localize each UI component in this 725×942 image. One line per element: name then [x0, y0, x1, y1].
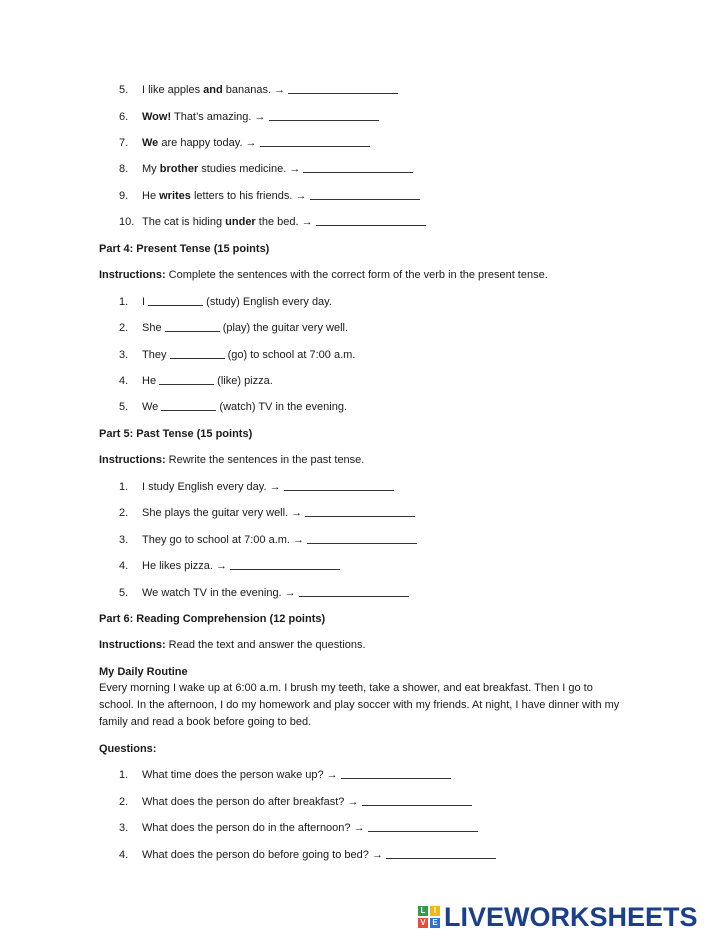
list-item: 3. What does the person do in the afternoon? → [119, 821, 478, 835]
list-item: 8. My brother studies medicine. → [119, 162, 413, 176]
answer-blank[interactable] [386, 848, 496, 859]
liveworksheets-logo [418, 903, 698, 931]
answer-blank[interactable] [159, 374, 214, 385]
list-item: 4. He (like) pizza. [119, 375, 273, 387]
list-item: 2. What does the person do after breakfast? → [119, 795, 472, 809]
list-item: 5. We watch TV in the evening. → [119, 586, 409, 600]
answer-blank[interactable] [310, 189, 420, 200]
list-item: 6. Wow! That’s amazing. → [119, 110, 379, 124]
answer-blank[interactable] [170, 348, 225, 359]
answer-blank[interactable] [341, 768, 451, 779]
instructions: Instructions: Rewrite the sentences in the past tense. [99, 454, 365, 466]
list-item: 10. The cat is hiding under the bed. → [119, 215, 426, 229]
answer-blank[interactable] [284, 480, 394, 491]
logo-tile: E [430, 918, 440, 928]
logo-icon [418, 906, 440, 928]
answer-blank[interactable] [368, 821, 478, 832]
list-item: 3. They go to school at 7:00 a.m. → [119, 533, 417, 547]
list-item: 1. I (study) English every day. [119, 296, 332, 308]
answer-blank[interactable] [269, 110, 379, 121]
list-item: 9. He writes letters to his friends. → [119, 189, 420, 203]
story-title: My Daily Routine [99, 666, 188, 678]
list-item: 2. She plays the guitar very well. → [119, 506, 415, 520]
instructions: Instructions: Read the text and answer the questions. [99, 639, 366, 651]
list-item: 5. I like apples and bananas. → [119, 83, 398, 97]
logo-text: LIVEWORKSHEETS [444, 901, 698, 932]
answer-blank[interactable] [305, 506, 415, 517]
answer-blank[interactable] [148, 295, 203, 306]
list-item: 4. What does the person do before going to bed? → [119, 848, 496, 862]
answer-blank[interactable] [362, 795, 472, 806]
answer-blank[interactable] [288, 83, 398, 94]
list-item: 2. She (play) the guitar very well. [119, 322, 349, 334]
instructions: Instructions: Complete the sentences with the correct form of the verb in the present tense. [99, 269, 548, 281]
answer-blank[interactable] [230, 559, 340, 570]
answer-blank[interactable] [316, 215, 426, 226]
logo-tile: V [418, 918, 428, 928]
answer-blank[interactable] [260, 136, 370, 147]
section-heading: Part 4: Present Tense (15 points) [99, 243, 270, 255]
list-item: 4. He likes pizza. → [119, 559, 340, 573]
answer-blank[interactable] [307, 533, 417, 544]
story-text: Every morning I wake up at 6:00 a.m. I brush my teeth, take a shower, and eat breakfast. Then I go to school. In the afternoon, I do my homework and play soccer with my friends. At night, I have dinner with my family and read a book before going to bed. [99, 682, 620, 728]
answer-blank[interactable] [299, 586, 409, 597]
answer-blank[interactable] [165, 321, 220, 332]
list-item: 7. We are happy today. → [119, 136, 370, 150]
list-item: 1. What time does the person wake up? → [119, 768, 451, 782]
list-item: 1. I study English every day. → [119, 480, 394, 494]
list-item: 5. We (watch) TV in the evening. [119, 401, 348, 413]
section-heading: Part 6: Reading Comprehension (12 points) [99, 613, 326, 625]
list-item: 3. They (go) to school at 7:00 a.m. [119, 349, 356, 361]
logo-tile: L [418, 906, 428, 916]
section-heading: Part 5: Past Tense (15 points) [99, 428, 253, 440]
questions-heading: Questions: [99, 743, 157, 755]
answer-blank[interactable] [161, 400, 216, 411]
logo-tile: I [430, 906, 440, 916]
answer-blank[interactable] [303, 162, 413, 173]
